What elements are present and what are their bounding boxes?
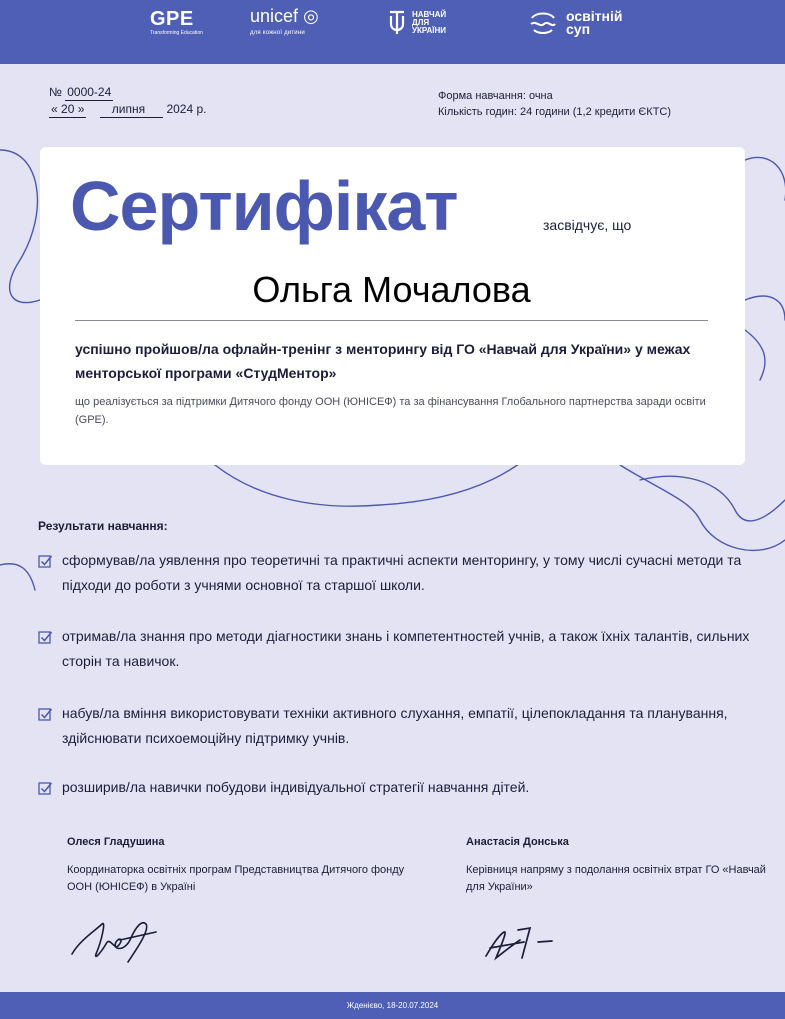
signatory-name: Олеся Гладушина (67, 836, 165, 848)
signatory-title: Координаторка освітніх програм Представництва Дитячого фонду ООН (ЮНІСЕФ) в Україні (67, 864, 405, 893)
course-meta (438, 88, 671, 120)
signatory-2 (466, 834, 766, 896)
date-month: липня (100, 101, 163, 118)
header-bar (0, 0, 785, 64)
checkbox-icon (38, 630, 53, 645)
list-item (38, 775, 758, 800)
nduk-line2: ДЛЯ (412, 18, 430, 27)
gpe-name: GPE (150, 8, 194, 30)
footer-bar (0, 992, 785, 1019)
certificate-meta (49, 84, 206, 118)
result-text: отримав/ла знання про методи діагностики знань і компетентностей учнів, а також їхніх талантів, сильних сторін та навичок. (62, 628, 750, 669)
place-date: Жденієво, 18-20.07.2024 (346, 1001, 439, 1010)
results-heading: Результати навчання: (38, 519, 168, 533)
nduk-logo (388, 10, 446, 36)
hours-count: Кількість годин: 24 години (1,2 кредити ЄКТС) (438, 106, 672, 118)
sup-mark-icon (528, 10, 558, 36)
certificate-date-row (49, 101, 206, 118)
signatory-1 (67, 834, 417, 896)
date-day: « 20 » (51, 102, 85, 116)
gpe-logo (150, 8, 203, 36)
result-text: набув/ла вміння використовувати техніки активного слухання, емпатії, цілепокладання та планування, здійснювати психоемоційну підтримку учнів. (62, 705, 728, 746)
list-item (38, 548, 758, 598)
results-list (38, 548, 758, 830)
list-item (38, 701, 758, 751)
nduk-line3: УКРАЇНИ (412, 26, 447, 35)
support-statement: що реалізується за підтримки Дитячого фонду ООН (ЮНІСЕФ) та за фінансування Глобального партнерства заради освіти (GPE). (75, 396, 706, 426)
date-year: 2024 р. (166, 102, 207, 116)
certificate-title: Сертифікат (70, 167, 458, 245)
certificate-tagline: засвідчує, що (543, 217, 632, 233)
signature-2 (478, 918, 568, 966)
globe-icon: ◎ (303, 6, 319, 26)
certificate-card (40, 147, 745, 465)
signatory-name: Анастасія Донська (466, 836, 569, 848)
unicef-logo (250, 6, 319, 36)
signatory-title: Керівниця напряму з подолання освітніх втрат ГО «Навчай для України» (466, 864, 766, 893)
gpe-tagline: Transforming Education (150, 30, 203, 36)
unicef-name: unicef ◎ (250, 6, 319, 26)
unicef-tagline: для кожної дитини (250, 30, 305, 36)
checkbox-icon (38, 554, 53, 569)
result-text: сформував/ла уявлення про теоретичні та практичні аспекти менторингу, у тому числі сучасні методи та підходи до роботи з учнями основної та старшої школи. (62, 552, 742, 593)
certificate-number: 0000-24 (67, 85, 112, 99)
list-item (38, 624, 758, 674)
checkbox-icon (38, 707, 53, 722)
signature-1 (66, 910, 166, 966)
nduk-line1: НАВЧАЙ (412, 10, 447, 19)
sup-line2: суп (566, 21, 591, 37)
name-underline (75, 320, 708, 321)
nduk-mark-icon (388, 10, 406, 36)
certificate-number-row: № 0000-24 (49, 85, 112, 99)
completion-statement: успішно пройшов/ла офлайн-тренінг з менторингу від ГО «Навчай для України» у межах менторської програми «СтудМентор» (75, 341, 691, 381)
osvitnii-sup-logo (528, 10, 622, 36)
result-text: розширив/ла навички побудови індивідуальної стратегії навчання дітей. (62, 779, 530, 795)
sup-line1: освітній (566, 8, 623, 24)
study-form: Форма навчання: очна (438, 90, 553, 102)
recipient-name: Ольга Мочалова (252, 269, 531, 310)
checkbox-icon (38, 781, 53, 796)
